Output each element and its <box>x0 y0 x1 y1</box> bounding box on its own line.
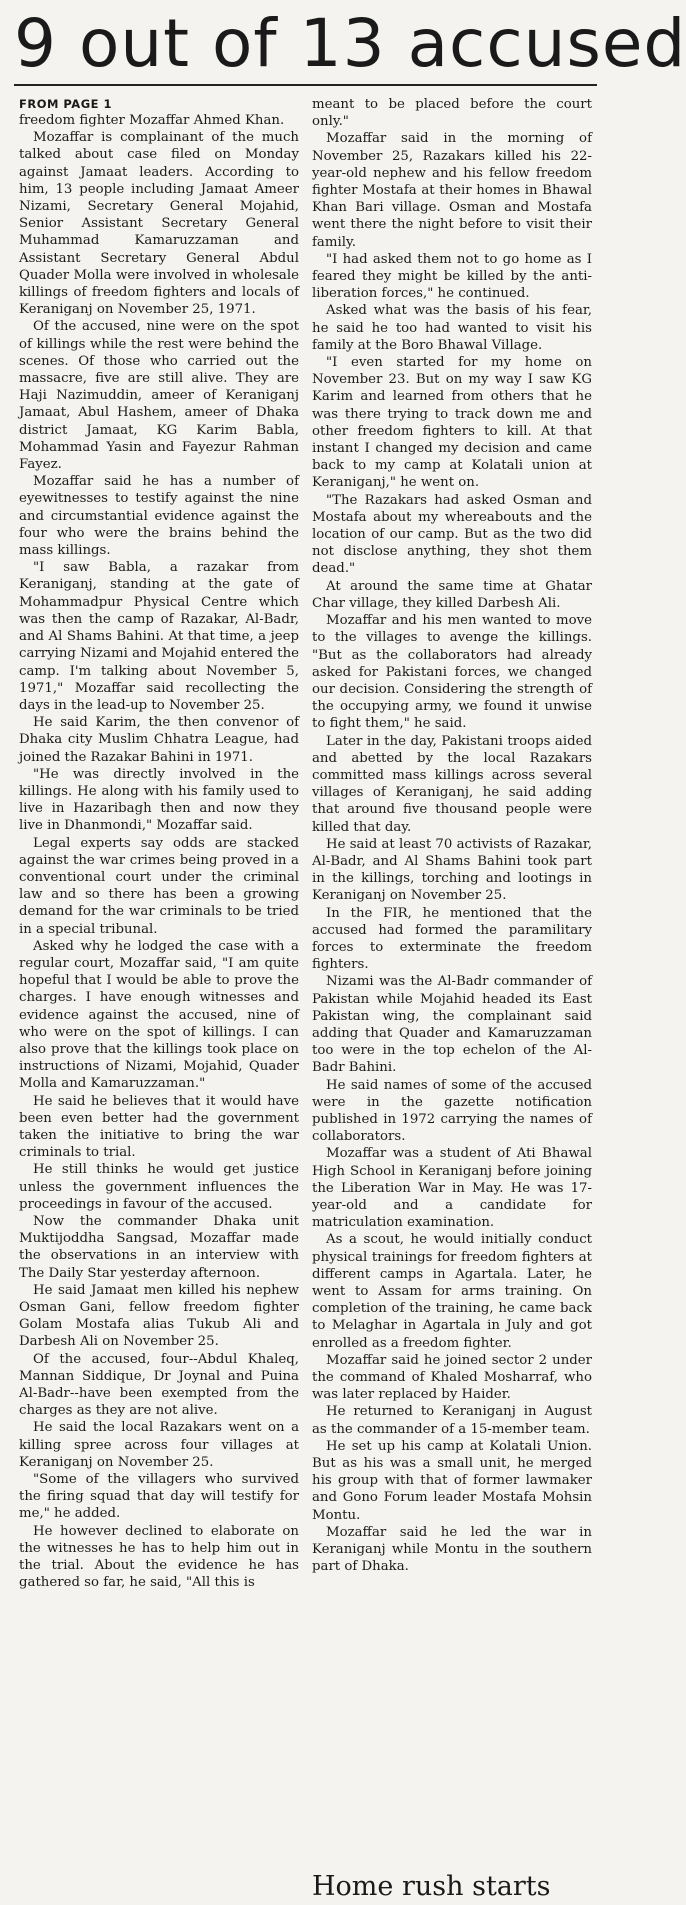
paragraph: Mozaffar said he joined sector 2 under the command of Khaled Mosharraf, who was later replaced by Haider. <box>312 1352 592 1403</box>
paragraph: Mozaffar said he led the war in Keraniganj while Montu in the southern part of Dhaka. <box>312 1524 592 1575</box>
paragraph: Now the commander Dhaka unit Muktijoddha Sangsad, Mozaffar made the observations in an interview with The Daily Star yesterday afternoon. <box>19 1214 299 1281</box>
paragraph: He said the local Razakars went on a killing spree across four villages at Keraniganj on November 25. <box>19 1420 299 1470</box>
kicker: FROM PAGE 1 <box>19 97 113 111</box>
next-article-headline: Home rush starts <box>312 1871 551 1902</box>
paragraph: "The Razakars had asked Osman and Mostafa about my whereabouts and the location of our camp. But as the two did not disclose anything, they shot them dead." <box>312 492 592 577</box>
paragraph: meant to be placed before the court only." <box>312 97 592 130</box>
paragraph: "Some of the villagers who survived the firing squad that day will testify for me," he added. <box>19 1472 299 1522</box>
paragraph: He said Karim, the then convenor of Dhaka city Muslim Chhatra League, had joined the Razakar Bahini in 1971. <box>19 715 299 765</box>
paragraph: He said he believes that it would have been even better had the government taken the initiative to bring the war criminals to trial. <box>19 1093 299 1161</box>
paragraph: Later in the day, Pakistani troops aided and abetted by the local Razakars committed mass killings across several villages of Keraniganj, he said adding that around five thousand people were killed that day. <box>312 733 592 835</box>
paragraph: Legal experts say odds are stacked against the war crimes being proved in a conventional court under the criminal law and so there has been a growing demand for the war criminals to be tried in a special tribunal. <box>19 835 299 937</box>
paragraph: Asked what was the basis of his fear, he said he too had wanted to visit his family at the Boro Bhawal Village. <box>312 303 592 353</box>
paragraph: Asked why he lodged the case with a regular court, Mozaffar said, "I am quite hopeful that I would be able to prove the charges. I have enough witnesses and evidence against the accused, nine of who were on the spot of killings. I can also prove that the killings took place on instructions of Nizami, Mojahid, Quader Molla and Kamaruzzaman." <box>19 938 299 1092</box>
paragraph: "He was directly involved in the killings. He along with his family used to live in Hazaribagh then and now they live in Dhanmondi," Mozaffar said. <box>19 766 299 834</box>
paragraph: Of the accused, nine were on the spot of killings while the rest were behind the scenes. Of those who carried out the massacre, five are still alive. They are Haji Nazimuddin, ameer of Keraniganj Jamaat, Abul Hashem, ameer of Dhaka district Jamaat, KG Karim Babla, Mohammad Yasin and Fayezur Rahman Fayez. <box>19 319 299 473</box>
paragraph: "I saw Babla, a razakar from Keraniganj, standing at the gate of Mohammadpur Physical Centre which was then the camp of Razakar, Al-Badr, and Al Shams Bahini. At that time, a jeep carrying Nizami and Mojahid entered the camp. I'm talking about November 5, 1971," Mozaffar said recollecting the days in the lead-up to November 25. <box>19 560 299 713</box>
article-column-right <box>312 96 592 1866</box>
paragraph: Mozaffar said he has a number of eyewitnesses to testify against the nine and circumstantial evidence against the four who were the brains behind the mass killings. <box>19 474 299 559</box>
paragraph: He set up his camp at Kolatali Union. But as his was a small unit, he merged his group with that of former lawmaker and Gono Forum leader Mostafa Mohsin Montu. <box>312 1438 592 1523</box>
paragraph: He however declined to elaborate on the witnesses he has to help him out in the trial. About the evidence he has gathered so far, he said, "All this is <box>19 1523 299 1591</box>
paragraph: Mozaffar was a student of Ati Bhawal High School in Keraniganj before joining the Liberation War in May. He was 17-year-old and a candidate for matriculation examination. <box>312 1146 592 1231</box>
paragraph: "I even started for my home on November 23. But on my way I saw KG Karim and learned from others that he was there trying to track down me and other freedom fighters to kill. At that instant I changed my decision and came back to my camp at Kolatali union at Keraniganj," he went on. <box>312 355 592 491</box>
article-column-left <box>19 96 299 1866</box>
paragraph: At around the same time at Ghatar Char village, they killed Darbesh Ali. <box>312 578 592 611</box>
paragraph: Of the accused, four--Abdul Khaleq, Mannan Siddique, Dr Joynal and Puina Al-Badr--have been exempted from the charges as they are not alive. <box>19 1351 299 1419</box>
headline-rule <box>14 84 597 86</box>
paragraph: He said Jamaat men killed his nephew Osman Gani, fellow freedom fighter Golam Mostafa alias Tukub Ali and Darbesh Ali on November 25. <box>19 1282 299 1350</box>
paragraph: He returned to Keraniganj in August as the commander of a 15-member team. <box>312 1404 592 1437</box>
paragraph: Mozaffar said in the morning of November 25, Razakars killed his 22-year-old nephew and his fellow freedom fighter Mostafa at their homes in Bhawal Khan Bari village. Osman and Mostafa went there the night before to visit their family. <box>312 131 592 250</box>
headline: 9 out of 13 accused <box>14 5 686 82</box>
paragraph: In the FIR, he mentioned that the accused had formed the paramilitary forces to exterminate the freedom fighters. <box>312 905 592 973</box>
paragraph: Mozaffar is complainant of the much talked about case filed on Monday against Jamaat leaders. According to him, 13 people including Jamaat Ameer Nizami, Secretary General Mojahid, Senior Assistant Secretary General Muhammad Kamaruzzaman and Assistant Secretary General Abdul Quader Molla were involved in wholesale killings of freedom fighters and locals of Keraniganj on November 25, 1971. <box>19 130 299 318</box>
paragraph: He said at least 70 activists of Razakar, Al-Badr, and Al Shams Bahini took part in the killings, torching and lootings in Keraniganj on November 25. <box>312 836 592 904</box>
paragraph: freedom fighter Mozaffar Ahmed Khan. <box>19 113 285 128</box>
paragraph: Mozaffar and his men wanted to move to the villages to avenge the killings. "But as the collaborators had already asked for Pakistani forces, we changed our decision. Considering the strength of the occupying army, we found it unwise to fight them," he said. <box>312 613 592 732</box>
paragraph: As a scout, he would initially conduct physical trainings for freedom fighters at different camps in Agartala. Later, he went to Assam for arms training. On completion of the training, he came back to Melaghar in Agartala in July and got enrolled as a freedom fighter. <box>312 1232 592 1351</box>
paragraph: He said names of some of the accused were in the gazette notification published in 1972 carrying the names of collaborators. <box>312 1077 592 1145</box>
paragraph: "I had asked them not to go home as I feared they might be killed by the anti-liberation forces," he continued. <box>312 251 592 302</box>
paragraph: Nizami was the Al-Badr commander of Pakistan while Mojahid headed its East Pakistan wing, the complainant said adding that Quader and Kamaruzzaman too were in the top echelon of the Al-Badr Bahini. <box>312 974 592 1076</box>
paragraph: He still thinks he would get justice unless the government influences the proceedings in favour of the accused. <box>19 1162 299 1212</box>
